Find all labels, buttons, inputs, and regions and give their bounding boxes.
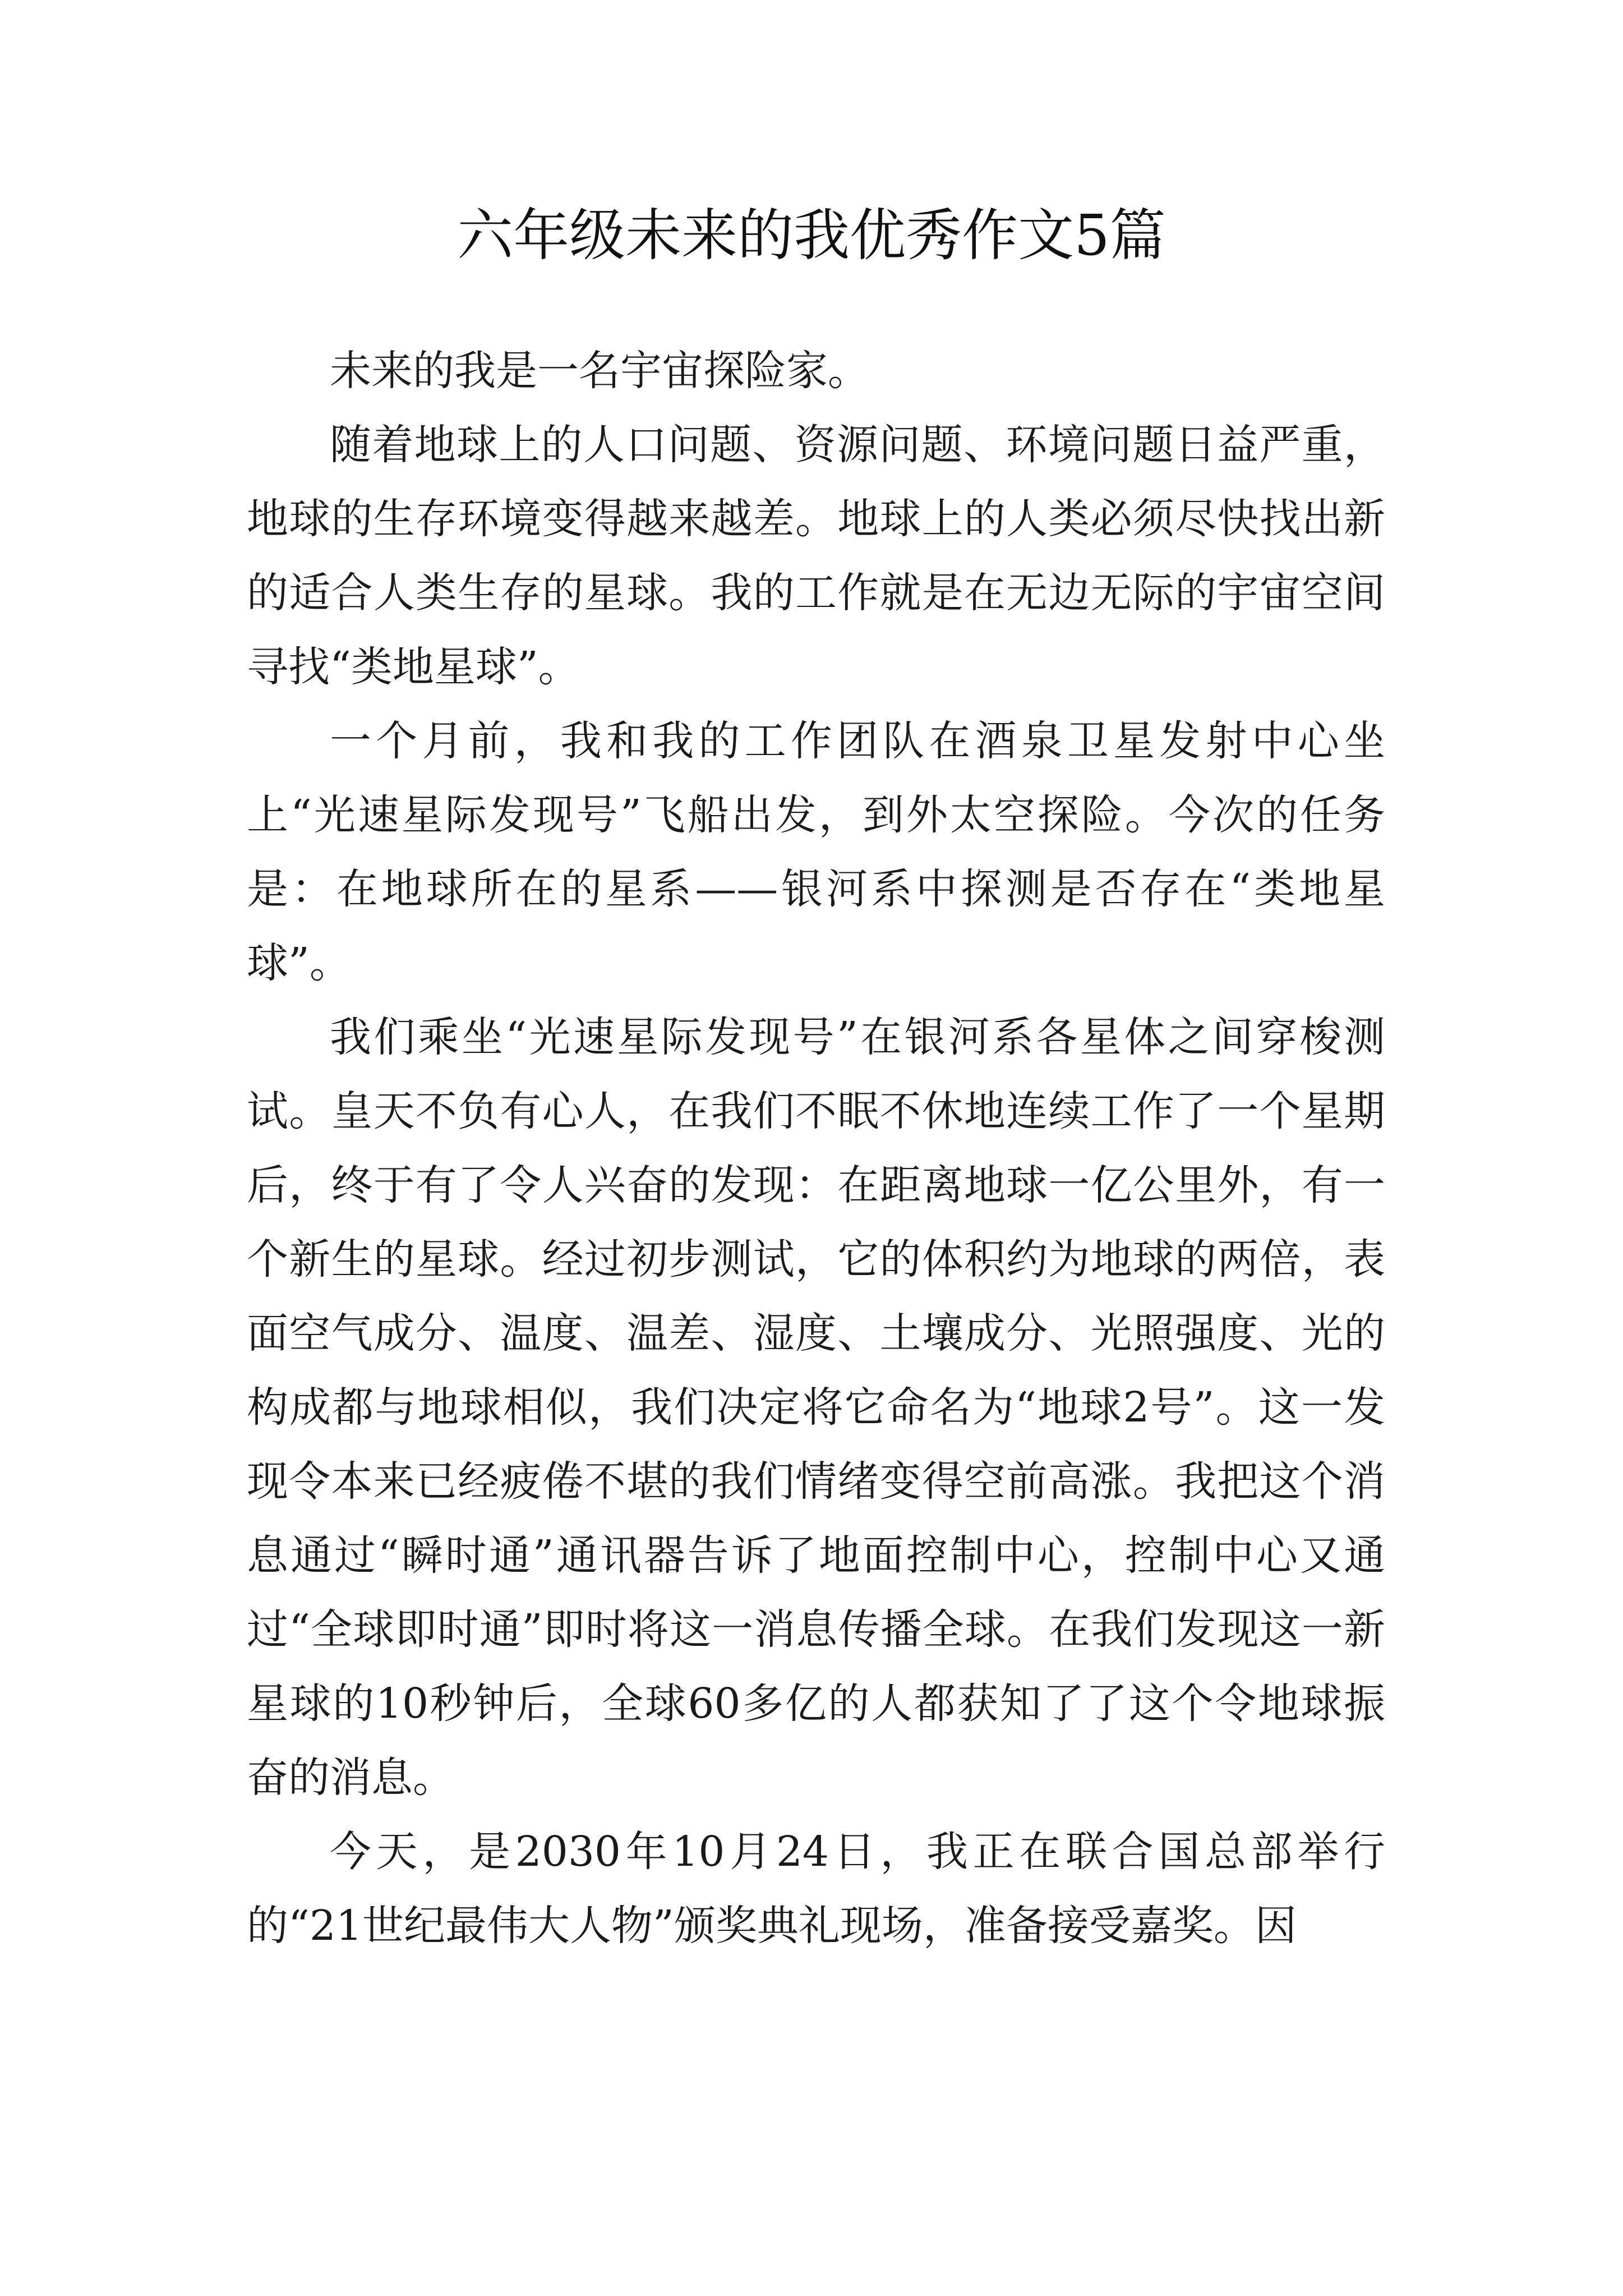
document-title: 六年级未来的我优秀作文5篇 xyxy=(457,203,1166,268)
paragraph: 一个月前，我和我的工作团队在酒泉卫星发射中心坐上“光速星际发现号”飞船出发，到外太空探险。今次的任务是：在地球所在的星系——银河系中探测是否存在“类地星球”。 xyxy=(247,717,1385,987)
paragraph: 随着地球上的人口问题、资源问题、环境问题日益严重，地球的生存环境变得越来越差。地球上的人类必须尽快找出新的适合人类生存的星球。我的工作就是在无边无际的宇宙空间寻找“类地星球”。 xyxy=(247,421,1385,691)
paragraph: 未来的我是一名宇宙探险家。 xyxy=(330,347,869,395)
document-body xyxy=(247,334,1385,1963)
paragraph: 今天，是2030年10月24日，我正在联合国总部举行的“21世纪最伟大人物”颁奖典礼现场，准备接受嘉奖。因 xyxy=(247,1828,1385,1950)
paragraph: 我们乘坐“光速星际发现号”在银河系各星体之间穿梭测试。皇天不负有心人，在我们不眠不休地连续工作了一个星期后，终于有了令人兴奋的发现：在距离地球一亿公里外，有一个新生的星球。经过初步测试，它的体积约为地球的两倍，表面空气成分、温度、温差、湿度、土壤成分、光照强度、光的构成都与地球相似，我们决定将它命名为“地球2号”。这一发现令本来已经疲倦不堪的我们情绪变得空前高涨。我把这个消息通过“瞬时通”通讯器告诉了地面控制中心，控制中心又通过“全球即时通”即时将这一消息传播全球。在我们发现这一新星球的10秒钟后，全球60多亿的人都获知了了这个令地球振奋的消息。 xyxy=(247,1013,1385,1802)
